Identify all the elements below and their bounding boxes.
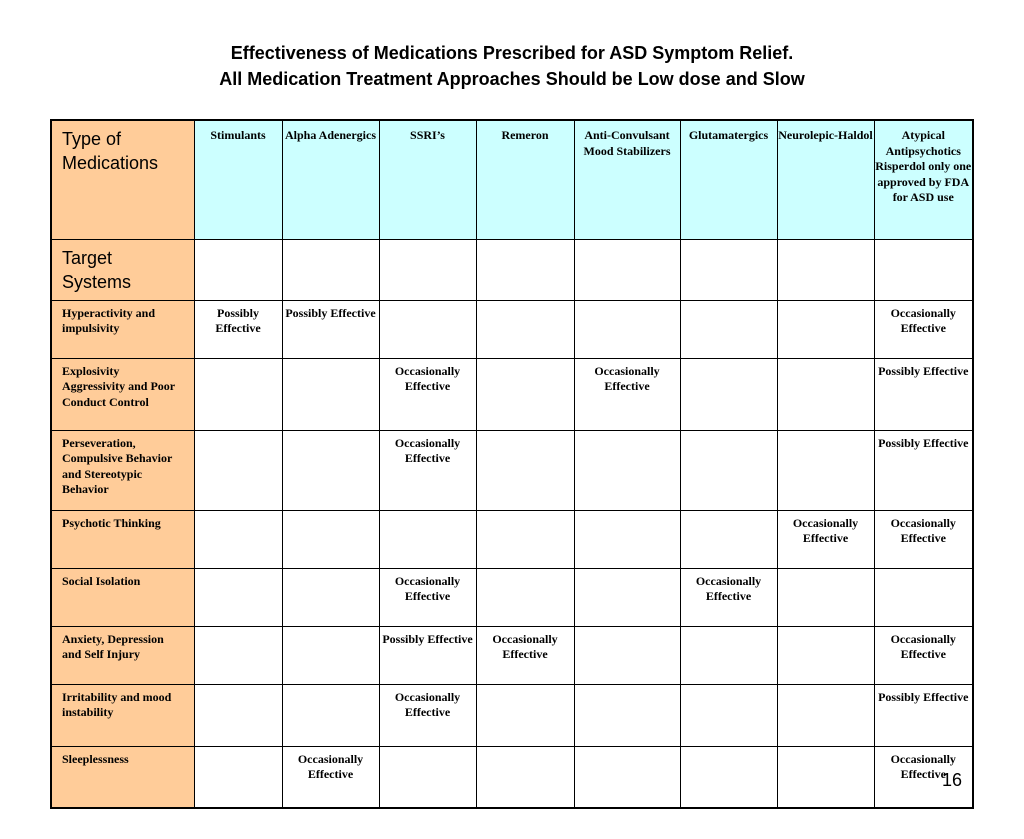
row-label: Perseveration, Compulsive Behavior and Stereotypic Behavior xyxy=(51,430,194,510)
title-line-1: Effectiveness of Medications Prescribed for ASD Symptom Relief. xyxy=(230,43,794,63)
effectiveness-cell xyxy=(194,430,282,510)
column-header: Stimulants xyxy=(194,120,282,239)
target-empty-cell xyxy=(574,239,680,300)
slide-number: 16 xyxy=(941,770,962,790)
effectiveness-cell: Possibly Effective xyxy=(874,430,973,510)
row-label: Hyperactivity and impulsivity xyxy=(51,300,194,358)
effectiveness-cell xyxy=(574,684,680,746)
effectiveness-cell xyxy=(574,626,680,684)
target-empty-cell xyxy=(874,239,973,300)
effectiveness-cell xyxy=(680,684,777,746)
effectiveness-cell xyxy=(680,430,777,510)
effectiveness-cell xyxy=(574,746,680,808)
effectiveness-cell xyxy=(476,358,574,430)
effectiveness-cell xyxy=(194,568,282,626)
effectiveness-cell: Occasionally Effective xyxy=(282,746,379,808)
column-header: SSRI’s xyxy=(379,120,476,239)
column-header: Anti-Convulsant Mood Stabilizers xyxy=(574,120,680,239)
table-row xyxy=(51,684,973,746)
effectiveness-cell xyxy=(194,626,282,684)
effectiveness-cell xyxy=(777,300,874,358)
effectiveness-cell xyxy=(680,626,777,684)
effectiveness-cell: Occasionally Effective xyxy=(874,626,973,684)
effectiveness-cell xyxy=(680,300,777,358)
effectiveness-cell xyxy=(777,568,874,626)
effectiveness-cell xyxy=(379,510,476,568)
effectiveness-cell xyxy=(282,626,379,684)
effectiveness-cell xyxy=(194,510,282,568)
row-label: Irritability and mood instability xyxy=(51,684,194,746)
effectiveness-cell xyxy=(777,746,874,808)
effectiveness-cell xyxy=(476,300,574,358)
effectiveness-cell: Possibly Effective xyxy=(194,300,282,358)
row-label: Psychotic Thinking xyxy=(51,510,194,568)
column-header: Glutamatergics xyxy=(680,120,777,239)
medication-table xyxy=(50,119,974,809)
row-label: Anxiety, Depression and Self Injury xyxy=(51,626,194,684)
effectiveness-cell xyxy=(282,430,379,510)
effectiveness-cell: Occasionally Effective xyxy=(680,568,777,626)
effectiveness-cell xyxy=(379,300,476,358)
effectiveness-cell xyxy=(194,684,282,746)
effectiveness-cell xyxy=(379,746,476,808)
effectiveness-cell: Occasionally Effective xyxy=(379,568,476,626)
effectiveness-cell: Occasionally Effective xyxy=(574,358,680,430)
table-row xyxy=(51,300,973,358)
effectiveness-cell: Possibly Effective xyxy=(874,358,973,430)
effectiveness-cell xyxy=(476,430,574,510)
effectiveness-cell xyxy=(777,626,874,684)
effectiveness-cell xyxy=(574,510,680,568)
table-row xyxy=(51,358,973,430)
column-header: Neurolepic-Haldol xyxy=(777,120,874,239)
effectiveness-cell: Possibly Effective xyxy=(379,626,476,684)
effectiveness-cell xyxy=(476,746,574,808)
effectiveness-cell xyxy=(874,568,973,626)
type-of-medications-header: Type of Medications xyxy=(51,120,194,239)
effectiveness-cell: Occasionally Effective xyxy=(476,626,574,684)
effectiveness-cell: Possibly Effective xyxy=(282,300,379,358)
effectiveness-cell xyxy=(574,568,680,626)
row-label: Explosivity Aggressivity and Poor Conduct Control xyxy=(51,358,194,430)
effectiveness-cell xyxy=(680,358,777,430)
effectiveness-cell xyxy=(476,568,574,626)
effectiveness-cell xyxy=(282,510,379,568)
effectiveness-cell xyxy=(777,358,874,430)
effectiveness-cell xyxy=(574,300,680,358)
effectiveness-cell xyxy=(777,430,874,510)
column-header: Atypical Antipsychotics Risperdol only one approved by FDA for ASD use xyxy=(874,120,973,239)
effectiveness-cell xyxy=(282,358,379,430)
effectiveness-cell: Occasionally Effective xyxy=(379,684,476,746)
row-label: Social Isolation xyxy=(51,568,194,626)
target-empty-cell xyxy=(379,239,476,300)
effectiveness-cell: Occasionally Effective xyxy=(874,510,973,568)
effectiveness-cell: Occasionally Effective xyxy=(379,358,476,430)
effectiveness-cell xyxy=(476,684,574,746)
target-empty-cell xyxy=(680,239,777,300)
effectiveness-cell xyxy=(574,430,680,510)
target-empty-cell xyxy=(476,239,574,300)
effectiveness-cell xyxy=(282,684,379,746)
effectiveness-cell xyxy=(777,684,874,746)
effectiveness-cell xyxy=(680,746,777,808)
table-row xyxy=(51,746,973,808)
effectiveness-cell xyxy=(194,746,282,808)
target-empty-cell xyxy=(282,239,379,300)
effectiveness-cell: Possibly Effective xyxy=(874,684,973,746)
header-row xyxy=(51,120,973,239)
column-header: Alpha Adenergics xyxy=(282,120,379,239)
effectiveness-cell xyxy=(194,358,282,430)
table-row xyxy=(51,626,973,684)
effectiveness-cell: Occasionally Effective xyxy=(874,300,973,358)
target-systems-header: Target Systems xyxy=(51,239,194,300)
column-header: Remeron xyxy=(476,120,574,239)
effectiveness-cell xyxy=(680,510,777,568)
row-label: Sleeplessness xyxy=(51,746,194,808)
effectiveness-cell: Occasionally Effective xyxy=(874,746,973,808)
target-empty-cell xyxy=(777,239,874,300)
effectiveness-cell xyxy=(282,568,379,626)
effectiveness-cell: Occasionally Effective xyxy=(777,510,874,568)
slide-title xyxy=(0,40,1024,92)
title-line-2: All Medication Treatment Approaches Should be Low dose and Slow xyxy=(219,69,805,89)
effectiveness-cell: Occasionally Effective xyxy=(379,430,476,510)
effectiveness-cell xyxy=(476,510,574,568)
target-empty-cell xyxy=(194,239,282,300)
table-row xyxy=(51,430,973,510)
target-systems-row xyxy=(51,239,973,300)
table-row xyxy=(51,568,973,626)
table-row xyxy=(51,510,973,568)
